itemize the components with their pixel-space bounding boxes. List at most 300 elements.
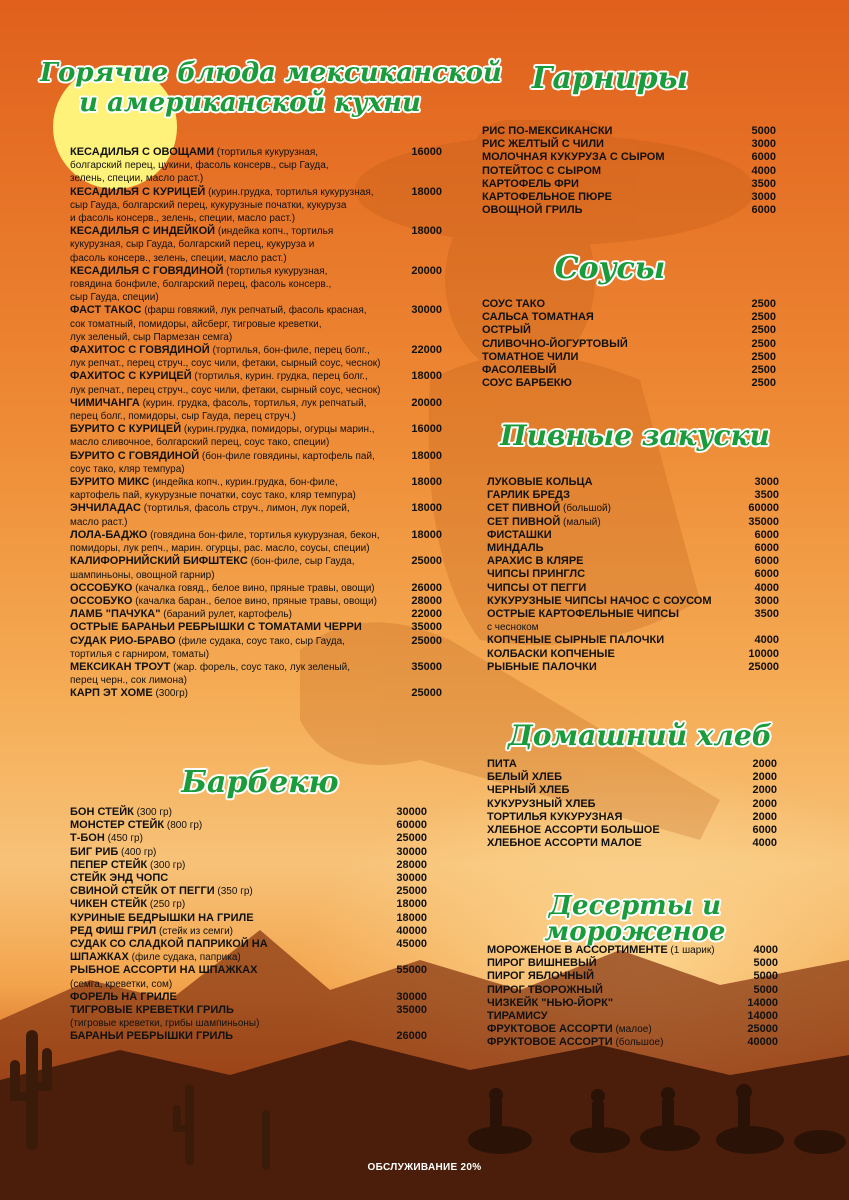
menu-item	[70, 832, 427, 845]
menu-item	[487, 608, 779, 634]
title-hot-line1: Горячие блюда мексиканской	[40, 58, 502, 88]
item-name: КАРП ЭТ ХОМЕ	[70, 687, 153, 700]
menu-item	[70, 595, 442, 608]
item-price: 2500	[751, 324, 776, 337]
item-description-line: (тигровые креветки, грибы шампиньоны)	[70, 1018, 260, 1030]
menu-item	[70, 476, 442, 502]
menu-item	[70, 1004, 427, 1030]
item-description: (говядина бон-филе, тортилья кукурузная, бекон,	[147, 529, 380, 541]
item-name: РЫБНЫЕ ПАЛОЧКИ	[487, 660, 597, 673]
item-description: (300 гр)	[133, 807, 172, 818]
item-price: 35000	[411, 621, 442, 634]
service-charge-note: ОБСЛУЖИВАНИЕ 20%	[367, 1162, 482, 1173]
menu-item	[487, 661, 779, 674]
item-name: ФАХИТОС С ГОВЯДИНОЙ	[70, 344, 210, 357]
item-name: РЕД ФИШ ГРИЛ	[70, 924, 157, 937]
item-price: 5000	[753, 957, 778, 970]
item-description: (бон-филе, сыр Гауда,	[247, 556, 355, 568]
menu-item	[70, 661, 442, 687]
menu-item	[487, 542, 779, 555]
item-description-line: зелень, специи, масло раст.)	[70, 173, 204, 185]
item-description-line: (семга, креветки, сом)	[70, 978, 173, 990]
menu-item	[70, 146, 442, 186]
menu-item	[70, 885, 427, 898]
item-price: 35000	[396, 1004, 427, 1017]
item-name: ТОМАТНОЕ ЧИЛИ	[482, 350, 579, 363]
item-price: 6000	[754, 542, 779, 555]
menu-item	[482, 311, 776, 324]
item-name: СЕТ ПИВНОЙ	[487, 515, 561, 528]
menu-item	[70, 819, 427, 832]
title-garnish: Гарниры	[531, 61, 689, 96]
item-description: (стейк из семги)	[156, 925, 233, 937]
menu-item	[70, 635, 442, 661]
menu-item	[487, 1023, 778, 1036]
item-name: ТИГРОВЫЕ КРЕВЕТКИ ГРИЛЬ	[70, 1004, 234, 1017]
item-description: (малое)	[612, 1024, 652, 1036]
menu-item	[487, 970, 778, 983]
menu-item	[70, 938, 427, 951]
item-name: БУРИТО С ГОВЯДИНОЙ	[70, 449, 200, 462]
item-name: СЕТ ПИВНОЙ	[487, 502, 561, 515]
menu-item	[70, 872, 427, 885]
item-name: ЛАМБ "ПАЧУКА"	[70, 608, 161, 621]
menu-item	[482, 298, 776, 311]
item-description-line: сок томатный, помидоры, айсберг, тигровые креветки,	[70, 318, 322, 330]
item-name: ФОРЕЛЬ НА ГРИЛЕ	[70, 990, 177, 1003]
item-price: 4000	[751, 164, 776, 177]
menu-item	[487, 837, 777, 850]
menu-item	[487, 1010, 778, 1023]
item-price: 3500	[754, 489, 779, 502]
item-description: (фарш говяжий, лук репчатый, фасоль красная,	[141, 305, 367, 317]
menu-item	[482, 351, 776, 364]
item-name: КОЛБАСКИ КОПЧЕНЫЕ	[487, 647, 615, 660]
item-price: 25000	[396, 832, 427, 845]
item-price: 26000	[411, 581, 442, 594]
menu-item	[70, 344, 442, 370]
item-price: 18000	[411, 185, 442, 198]
item-name: ЧЕРНЫЙ ХЛЕБ	[487, 784, 570, 797]
item-price: 6000	[754, 555, 779, 568]
item-description: (индейка копч., курин.грудка, бон-филе,	[149, 477, 338, 489]
menu-item	[487, 944, 778, 957]
menu-item	[482, 364, 776, 377]
item-price: 18000	[411, 225, 442, 238]
item-name: ЧИЗКЕЙК "НЬЮ-ЙОРК"	[487, 996, 614, 1009]
item-name: КОПЧЕНЫЕ СЫРНЫЕ ПАЛОЧКИ	[487, 634, 665, 647]
item-name: СОУС ТАКО	[482, 298, 546, 310]
menu-item	[70, 304, 442, 344]
item-price: 25000	[411, 687, 442, 700]
menu-item	[70, 502, 442, 528]
item-name: ХЛЕБНОЕ АССОРТИ МАЛОЕ	[487, 837, 642, 850]
menu-item	[70, 951, 427, 964]
item-name: ХЛЕБНОЕ АССОРТИ БОЛЬШОЕ	[487, 824, 660, 837]
item-price: 18000	[411, 370, 442, 383]
beer-snacks-list	[487, 476, 779, 674]
item-price: 28000	[396, 858, 427, 871]
item-description-line: тортилья с гарниром, томаты)	[70, 648, 210, 660]
menu-item	[70, 423, 442, 449]
menu-item	[70, 898, 427, 911]
item-name: ПИРОГ ЯБЛОЧНЫЙ	[487, 970, 595, 983]
item-price: 14000	[747, 1010, 778, 1023]
item-price: 3500	[754, 608, 779, 621]
item-name: КЕСАДИЛЬЯ С КУРИЦЕЙ	[70, 185, 206, 198]
menu-item	[487, 648, 779, 661]
item-price: 28000	[411, 594, 442, 607]
item-name: БОН СТЕЙК	[70, 806, 134, 818]
item-description: (курин.грудка, помидоры, огурцы марин.,	[181, 424, 375, 436]
item-price: 30000	[396, 872, 427, 885]
item-name: ОССОБУКО	[70, 581, 133, 594]
item-price: 20000	[411, 264, 442, 277]
item-name: КУРИНЫЕ БЕДРЫШКИ НА ГРИЛЕ	[70, 911, 254, 924]
item-name: СВИНОЙ СТЕЙК ОТ ПЕГГИ	[70, 885, 215, 898]
item-description-line: лук зеленый, сыр Пармезан семга)	[70, 331, 233, 343]
item-price: 2500	[751, 311, 776, 324]
menu-item	[482, 204, 776, 217]
item-price: 18000	[411, 449, 442, 462]
menu-item	[487, 502, 779, 515]
item-name: БАРАНЬИ РЕБРЫШКИ ГРИЛЬ	[70, 1030, 234, 1043]
item-price: 3000	[751, 138, 776, 151]
item-description: (тортилья, курин. грудка, перец болг.,	[191, 371, 368, 383]
item-price: 18000	[411, 528, 442, 541]
item-price: 2500	[751, 364, 776, 377]
desserts-list	[487, 944, 778, 1050]
item-name: СУДАК РИО-БРАВО	[70, 634, 176, 647]
item-price: 14000	[747, 996, 778, 1009]
menu-item	[482, 324, 776, 337]
menu-item	[70, 806, 427, 819]
item-price: 2500	[751, 337, 776, 350]
menu-item	[70, 397, 442, 423]
item-description: (1 шарик)	[667, 945, 715, 956]
menu-item	[487, 568, 779, 581]
menu-item	[487, 984, 778, 997]
menu-item	[70, 370, 442, 396]
item-name: КЕСАДИЛЬЯ С ОВОЩАМИ	[70, 146, 214, 158]
item-price: 18000	[396, 911, 427, 924]
item-description-line: масло сливочное, болгарский перец, соус тако, специи)	[70, 437, 330, 449]
item-price: 4000	[754, 634, 779, 647]
item-price: 5000	[751, 125, 776, 137]
item-price: 40000	[747, 1036, 778, 1049]
item-name: ПИРОГ ТВОРОЖНЫЙ	[487, 983, 603, 996]
item-price: 5000	[753, 970, 778, 983]
item-price: 18000	[411, 476, 442, 489]
menu-item	[487, 771, 777, 784]
item-description-line: лук репчат., перец струч., соус чили, фетаки, сырный соус, чеснок)	[70, 358, 381, 370]
item-name: ФРУКТОВОЕ АССОРТИ	[487, 1023, 613, 1036]
item-price: 25000	[747, 1023, 778, 1036]
item-description: (курин.грудка, тортилья кукурузная,	[205, 186, 374, 198]
item-price: 22000	[411, 608, 442, 621]
sauces-list	[482, 298, 776, 390]
item-name: САЛЬСА ТОМАТНАЯ	[482, 311, 594, 324]
item-name: ЧИМИЧАНГА	[70, 396, 140, 409]
menu-item	[482, 191, 776, 204]
item-price: 35000	[748, 515, 779, 528]
menu-item	[70, 555, 442, 581]
item-price: 16000	[411, 146, 442, 158]
item-description-line: кукурузная, сыр Гауда, болгарский перец, кукуруза и	[70, 239, 315, 251]
item-name: ГАРЛИК БРЕДЗ	[487, 489, 570, 502]
item-name: ЧИПСЫ ОТ ПЕГГИ	[487, 581, 587, 594]
item-price: 4000	[754, 581, 779, 594]
item-price: 6000	[752, 824, 777, 837]
item-description: (450 гр)	[104, 833, 143, 845]
item-price: 3000	[754, 594, 779, 607]
item-price: 2500	[751, 350, 776, 363]
item-name: МОРОЖЕНОЕ В АССОРТИМЕНТЕ	[487, 944, 668, 956]
menu-item	[70, 265, 442, 305]
item-price: 3500	[751, 177, 776, 190]
menu-item	[70, 608, 442, 621]
item-price: 4000	[753, 944, 778, 956]
item-description-line: соус тако, кляр темпура)	[70, 463, 185, 475]
menu-item	[487, 634, 779, 647]
menu-item	[482, 138, 776, 151]
item-name: ОССОБУКО	[70, 594, 133, 607]
item-name: СТЕЙК ЭНД ЧОПС	[70, 872, 169, 885]
item-name: КАРТОФЕЛЬНОЕ ПЮРЕ	[482, 191, 613, 204]
item-description-line: шампиньоны, овощной гарнир)	[70, 569, 215, 581]
item-description: (800 гр)	[164, 820, 203, 832]
item-name: ФАСТ ТАКОС	[70, 304, 142, 317]
menu-item	[70, 186, 442, 226]
title-hot-line2: и американской кухни	[79, 88, 421, 118]
menu-item	[487, 476, 779, 489]
item-name: ОСТРЫЙ	[482, 324, 531, 337]
item-description: (качалка баран., белое вино, пряные травы, овощи)	[132, 595, 377, 607]
item-price: 25000	[748, 660, 779, 673]
item-name: ЛОЛА-БАДЖО	[70, 528, 148, 541]
item-name: ФАСОЛЕВЫЙ	[482, 364, 557, 377]
item-name: МИНДАЛЬ	[487, 542, 544, 555]
menu-item	[70, 621, 442, 634]
item-price: 2500	[751, 377, 776, 390]
item-name: ПИТА	[487, 758, 517, 770]
menu-item	[487, 811, 777, 824]
item-description: (филе судака, соус тако, сыр Гауда,	[175, 635, 345, 647]
item-name: РИС ПО-МЕКСИКАНСКИ	[482, 125, 613, 137]
item-description: (бон-филе говядины, картофель пай,	[199, 450, 375, 462]
menu-item	[70, 925, 427, 938]
item-price: 2000	[752, 758, 777, 770]
menu-item	[482, 125, 776, 138]
item-description: (тортилья, бон-филе, перец болг.,	[209, 345, 370, 357]
item-price: 30000	[411, 304, 442, 317]
item-description: (большое)	[612, 1037, 664, 1049]
item-price: 22000	[411, 344, 442, 357]
item-price: 4000	[752, 837, 777, 850]
item-price: 25000	[411, 634, 442, 647]
item-price: 16000	[411, 423, 442, 436]
garnish-list	[482, 125, 776, 217]
item-name: ШПАЖКАХ	[70, 951, 129, 964]
menu-item	[70, 859, 427, 872]
item-description-line: картофель пай, кукурузные початки, соус тако, кляр темпура)	[70, 490, 356, 502]
title-hot-dishes	[40, 58, 502, 118]
item-name: БУРИТО МИКС	[70, 476, 150, 489]
menu-item	[487, 997, 778, 1010]
item-name: ПОТЕЙТОС С СЫРОМ	[482, 164, 602, 177]
menu-item	[487, 489, 779, 502]
item-description-line: болгарский перец, цукини, фасоль консерв., сыр Гауда,	[70, 160, 329, 172]
menu-item	[70, 846, 427, 859]
item-price: 25000	[411, 555, 442, 568]
menu-item	[482, 151, 776, 164]
item-name: СЛИВОЧНО-ЙОГУРТОВЫЙ	[482, 337, 628, 350]
item-description: (400 гр)	[118, 846, 157, 858]
item-name: КЕСАДИЛЬЯ С ГОВЯДИНОЙ	[70, 264, 224, 277]
item-description: (малый)	[560, 516, 601, 528]
item-description-line: с чесноком	[487, 622, 539, 634]
menu-item	[482, 178, 776, 191]
item-description: (250 гр)	[147, 899, 186, 911]
item-description-line: масло раст.)	[70, 516, 128, 528]
menu-item	[70, 991, 427, 1004]
item-name: ТОРТИЛЬЯ КУКУРУЗНАЯ	[487, 810, 623, 823]
hot-dishes-list	[70, 146, 442, 701]
item-description-line: сыр Гауда, специи)	[70, 292, 159, 304]
menu-item	[487, 555, 779, 568]
bread-list	[487, 758, 777, 850]
title-home-bread: Домашний хлеб	[507, 719, 773, 752]
item-price: 2000	[752, 771, 777, 784]
menu-item	[487, 516, 779, 529]
item-price: 2000	[752, 784, 777, 797]
item-price: 2000	[752, 797, 777, 810]
item-name: ТИРАМИСУ	[487, 1010, 548, 1023]
item-description-line: помидоры, лук репч., марин. огурцы, рас. масло, соусы, специи)	[70, 543, 370, 555]
title-sauces: Соусы	[554, 251, 666, 286]
menu-item	[70, 964, 427, 990]
item-name: МОЛОЧНАЯ КУКУРУЗА С СЫРОМ	[482, 151, 665, 164]
title-desserts: Десерты и мороженое	[544, 891, 726, 947]
menu-item	[70, 912, 427, 925]
item-price: 6000	[751, 204, 776, 217]
menu-item	[487, 957, 778, 970]
item-price: 3000	[751, 191, 776, 204]
item-name: ПИРОГ ВИШНЕВЫЙ	[487, 957, 597, 970]
item-name: АРАХИС В КЛЯРЕ	[487, 555, 584, 568]
item-name: СОУС БАРБЕКЮ	[482, 377, 572, 390]
menu-item	[487, 595, 779, 608]
item-price: 40000	[396, 924, 427, 937]
item-name: МОНСТЕР СТЕЙК	[70, 819, 165, 832]
item-price: 25000	[396, 885, 427, 898]
item-name: ФАХИТОС С КУРИЦЕЙ	[70, 370, 192, 383]
item-description: (тортилья кукурузная,	[214, 147, 319, 158]
item-description-line: говядина бонфиле, болгарский перец, фасоль консерв.,	[70, 279, 332, 291]
item-price: 26000	[396, 1030, 427, 1043]
item-price: 55000	[396, 964, 427, 977]
item-description: (качалка говяд., белое вино, пряные травы, овощи)	[132, 582, 375, 594]
item-name: БУРИТО С КУРИЦЕЙ	[70, 423, 182, 436]
item-name: КАЛИФОРНИЙСКИЙ БИФШТЕКС	[70, 555, 248, 568]
menu-item	[70, 687, 442, 700]
item-price: 10000	[748, 647, 779, 660]
item-price: 60000	[748, 502, 779, 515]
item-price: 30000	[396, 990, 427, 1003]
menu-item	[487, 582, 779, 595]
item-price: 2500	[751, 298, 776, 310]
item-description: (350 гр)	[214, 886, 253, 898]
item-price: 2000	[752, 810, 777, 823]
menu-item	[487, 758, 777, 771]
item-name: МЕКСИКАН ТРОУТ	[70, 660, 171, 673]
item-description-line: лук репчат., перец струч., соус чили, фетаки, сырный соус, чеснок)	[70, 384, 381, 396]
item-name: ПЕПЕР СТЕЙК	[70, 858, 148, 871]
item-price: 18000	[396, 898, 427, 911]
item-description: (300 гр)	[147, 859, 186, 871]
item-description: (филе судака, паприка)	[128, 952, 241, 964]
menu-item	[70, 1030, 427, 1043]
bbq-list	[70, 806, 427, 1044]
item-description-line: фасоль консерв., зелень, специи, масло раст.)	[70, 252, 287, 264]
item-description: (индейка копч., тортилья	[215, 226, 334, 238]
item-price: 6000	[754, 568, 779, 581]
item-description: (большой)	[560, 503, 611, 515]
menu-item	[487, 798, 777, 811]
item-name: ОВОЩНОЙ ГРИЛЬ	[482, 204, 583, 217]
item-name: ЧИКЕН СТЕЙК	[70, 898, 148, 911]
item-description-line: сыр Гауда, болгарский перец, кукурузные початки, кукуруза	[70, 199, 347, 211]
item-price: 35000	[411, 660, 442, 673]
item-price: 45000	[396, 938, 427, 951]
item-name: ФРУКТОВОЕ АССОРТИ	[487, 1036, 613, 1049]
item-price: 20000	[411, 396, 442, 409]
menu-item	[70, 582, 442, 595]
item-name: РИС ЖЕЛТЫЙ С ЧИЛИ	[482, 138, 604, 151]
menu-item	[70, 529, 442, 555]
item-name: СУДАК СО СЛАДКОЙ ПАПРИКОЙ НА	[70, 938, 268, 951]
item-price: 30000	[396, 806, 427, 818]
item-name: ОСТРЫЕ КАРТОФЕЛЬНЫЕ ЧИПСЫ	[487, 608, 680, 621]
menu-item	[70, 225, 442, 265]
title-beer-snacks: Пивные закуски	[500, 419, 770, 452]
item-description: (300гр)	[152, 688, 189, 700]
item-name: КАРТОФЕЛЬ ФРИ	[482, 177, 579, 190]
item-name: ОСТРЫЕ БАРАНЬИ РЕБРЫШКИ С ТОМАТАМИ ЧЕРРИ	[70, 621, 362, 634]
menu-item	[487, 529, 779, 542]
item-description-line: перец черн., сок лимона)	[70, 675, 187, 687]
item-description: (бараний рулет, картофель)	[160, 609, 292, 621]
menu-item	[482, 165, 776, 178]
menu-item	[487, 1036, 778, 1049]
item-name: ЛУКОВЫЕ КОЛЬЦА	[487, 476, 593, 488]
item-price: 30000	[396, 845, 427, 858]
item-name: ФИСТАШКИ	[487, 528, 552, 541]
menu-item	[482, 377, 776, 390]
menu-item	[482, 338, 776, 351]
item-description-line: перец болг., помидоры, сыр Гауда, перец струч.)	[70, 411, 296, 423]
item-name: БИГ РИБ	[70, 845, 119, 858]
item-name: КЕСАДИЛЬЯ С ИНДЕЙКОЙ	[70, 225, 216, 238]
item-price: 6000	[751, 151, 776, 164]
item-description-line: и фасоль консерв., зелень, специи, масло раст.)	[70, 213, 296, 225]
title-bbq: Барбекю	[181, 765, 339, 800]
item-name: БЕЛЫЙ ХЛЕБ	[487, 771, 562, 784]
menu-item	[487, 784, 777, 797]
menu-item	[487, 824, 777, 837]
item-name: Т-БОН	[70, 832, 105, 845]
item-name: РЫБНОЕ АССОРТИ НА ШПАЖКАХ	[70, 964, 258, 977]
